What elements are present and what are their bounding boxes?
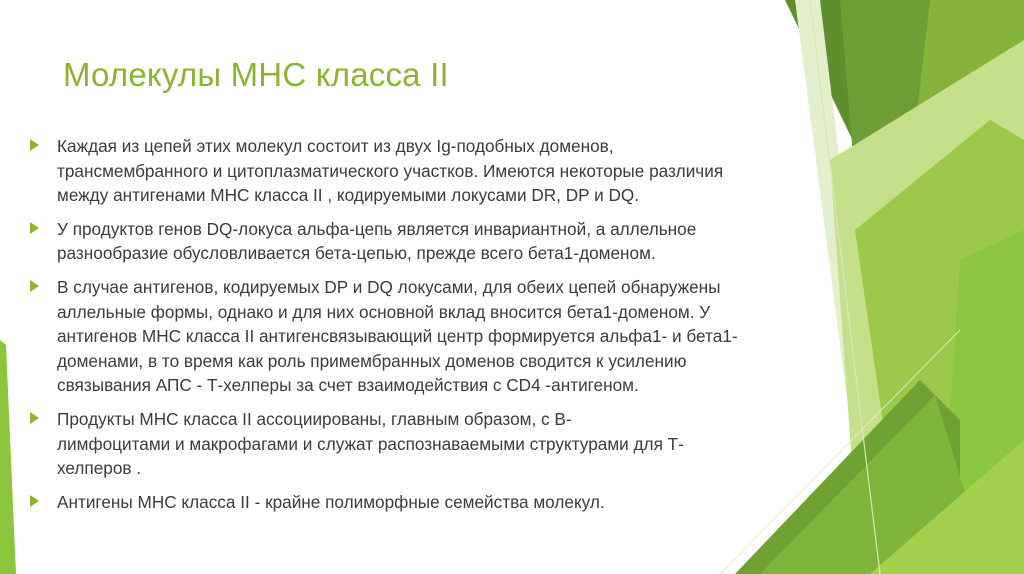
triangle-arrow-right-icon <box>30 280 39 292</box>
triangle-arrow-right-icon <box>30 495 39 507</box>
bullet-3-line-2: аллельные формы, однако и для них основной вклад вносится бета1-доменом. У <box>57 301 711 322</box>
bullet-item-1 <box>30 134 820 208</box>
bullet-item-4 <box>30 407 820 481</box>
bullet-item-5 <box>30 490 820 515</box>
bullet-1-line-1: Каждая из цепей этих молекул состоит из двух Ig-подобных доменов, <box>57 136 614 156</box>
bullet-3-line-4: доменами, в то время как роль примембранных доменов сводится к усилению <box>57 350 687 371</box>
bullet-5-line-1: Антигены МНС класса II - крайне полиморфные семейства молекул. <box>57 491 605 512</box>
bullet-4-line-1: Продукты МНС класса II ассоциированы, главным образом, с В- <box>57 408 572 429</box>
triangle-arrow-right-icon <box>30 222 39 234</box>
triangle-arrow-right-icon <box>30 412 39 424</box>
bullet-1-line-2: трансмембранного и цитоплазматического участков. Имеются некоторые различия <box>57 160 724 181</box>
bullet-2-line-1: У продуктов генов DQ-локуса альфа-цепь является инвариантной, а аллельное <box>57 218 697 239</box>
bullet-3-line-5: связывания АПС - Т-хелперы за счет взаимодействия с CD4 -антигеном. <box>57 375 639 396</box>
bullet-3-line-1: В случае антигенов, кодируемых DP и DQ локусами, для обеих цепей обнаружены <box>57 276 721 297</box>
bullet-item-3 <box>30 275 820 398</box>
triangle-arrow-right-icon <box>30 139 39 151</box>
bullet-item-2 <box>30 217 820 266</box>
bullet-list <box>30 134 820 523</box>
bullet-4-line-2: лимфоцитами и макрофагами и служат распознаваемыми структурами для Т- <box>57 433 684 454</box>
bullet-4-line-3: хелперов . <box>57 458 142 479</box>
slide-title: Молекулы МНС класса II <box>63 56 449 93</box>
bullet-1-line-3: между антигенами МНС класса II , кодируемыми локусами DR, DP и DQ. <box>57 185 640 206</box>
bullet-2-line-2: разнообразие обусловливается бета-цепью, прежде всего бета1-доменом. <box>57 243 656 264</box>
bullet-3-line-3: антигенов МНС класса II антигенсвязывающий центр формируется альфа1- и бета1- <box>57 326 738 347</box>
